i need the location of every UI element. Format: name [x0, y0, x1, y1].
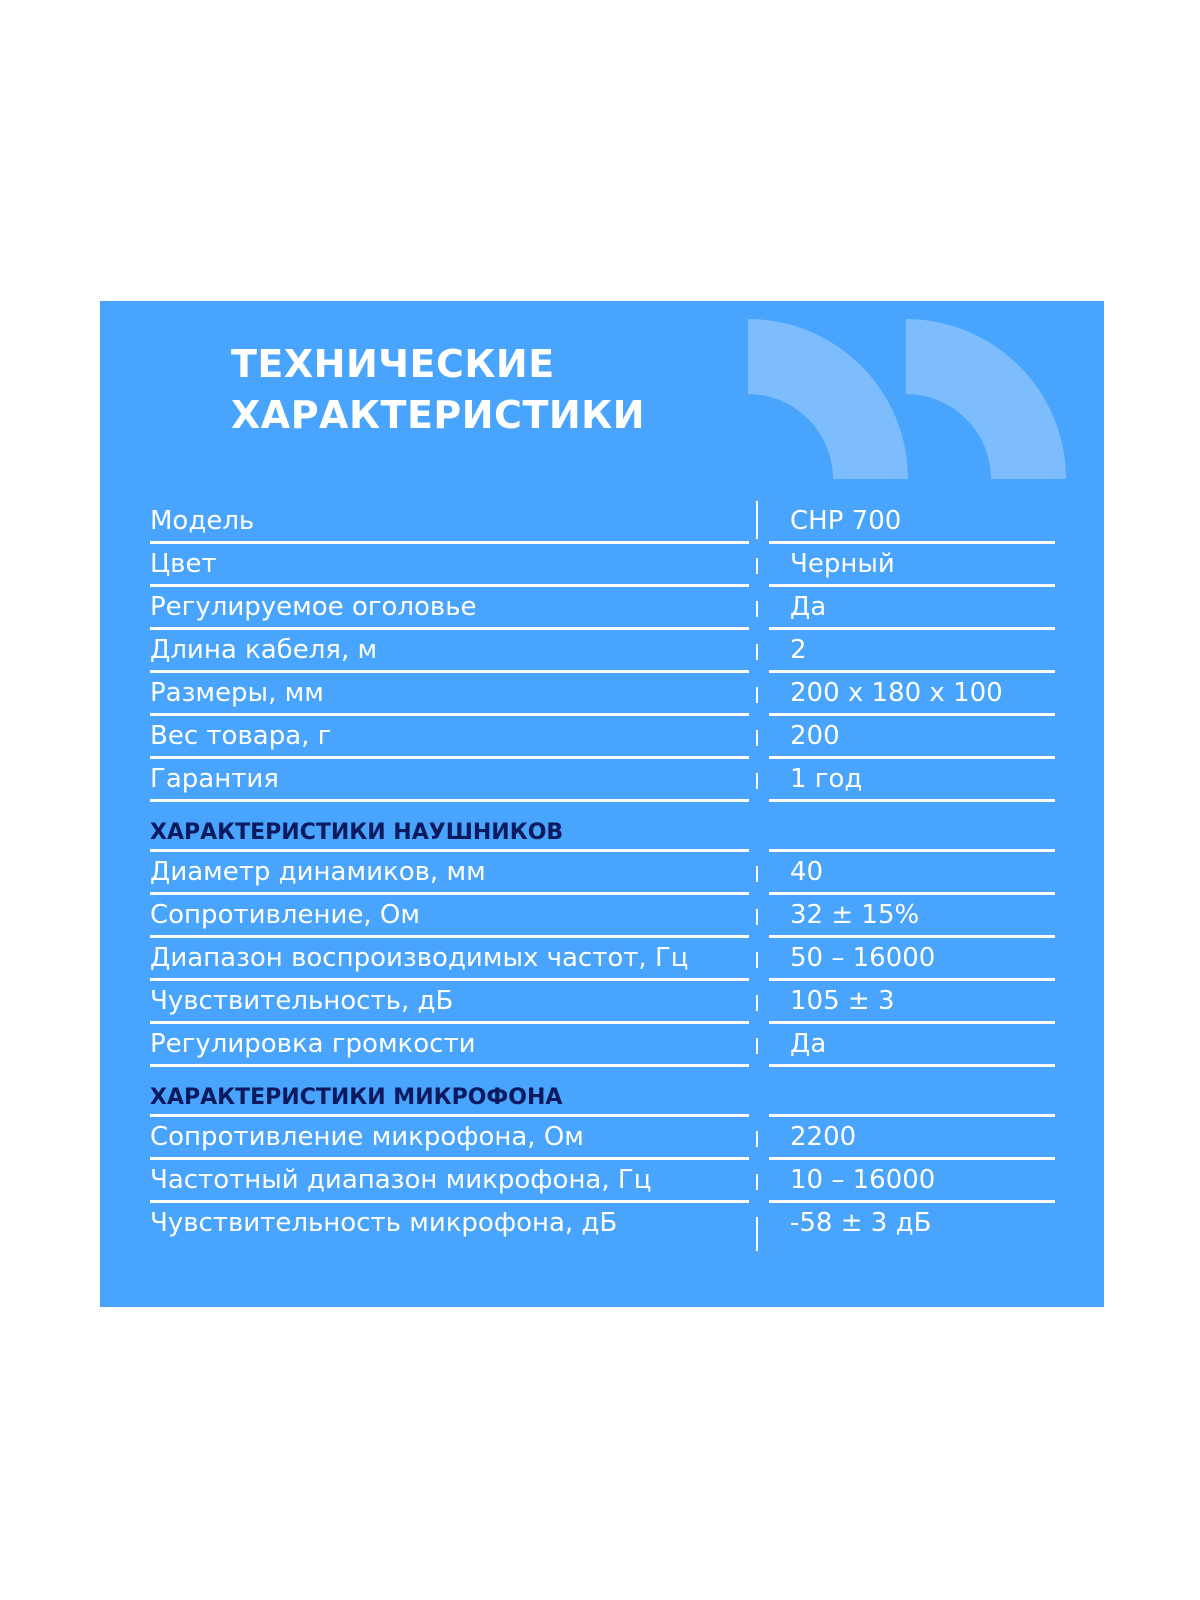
spec-row-cable-length: [150, 630, 1055, 673]
quote-arc-right: [906, 319, 1066, 479]
spec-label: Цвет: [150, 549, 217, 579]
quote-arc-left: [748, 319, 908, 479]
spec-row-dimensions: [150, 673, 1055, 716]
spec-row-mic-sensitivity: [150, 1203, 1055, 1246]
column-separator: [756, 558, 758, 574]
spec-row-mic-frequency-range: [150, 1160, 1055, 1203]
column-separator: [756, 1038, 758, 1054]
spec-card: [100, 301, 1104, 1307]
column-separator: [756, 909, 758, 925]
spec-label: Вес товара, г: [150, 721, 332, 751]
spec-value: Да: [790, 1029, 827, 1059]
spec-row-weight: [150, 716, 1055, 759]
column-separator: [756, 866, 758, 882]
section-headphones: [150, 802, 1055, 852]
spec-row-headband: [150, 587, 1055, 630]
column-separator: [756, 501, 758, 539]
spec-value: 10 – 16000: [790, 1165, 936, 1195]
spec-label: Гарантия: [150, 764, 279, 794]
column-separator: [756, 773, 758, 789]
spec-row-volume-control: [150, 1024, 1055, 1067]
spec-row-mic-impedance: [150, 1117, 1055, 1160]
spec-value: 200: [790, 721, 840, 751]
spec-value: 105 ± 3: [790, 986, 895, 1016]
page-title-line-1: ТЕХНИЧЕСКИЕ: [231, 342, 555, 386]
spec-value: 200 x 180 x 100: [790, 678, 1003, 708]
page-title: [231, 339, 645, 441]
column-separator: [756, 687, 758, 703]
section-microphone: [150, 1067, 1055, 1117]
spec-row-model: [150, 501, 1055, 544]
spec-label: Модель: [150, 506, 255, 536]
spec-label: Регулировка громкости: [150, 1029, 476, 1059]
spec-label: Регулируемое оголовье: [150, 592, 477, 622]
spec-label: Частотный диапазон микрофона, Гц: [150, 1165, 652, 1195]
spec-value: 32 ± 15%: [790, 900, 920, 930]
column-separator: [756, 1131, 758, 1147]
spec-row-frequency-range: [150, 938, 1055, 981]
column-separator: [756, 952, 758, 968]
spec-row-warranty: [150, 759, 1055, 802]
spec-value: 40: [790, 857, 824, 887]
spec-value: -58 ± 3 дБ: [790, 1208, 932, 1238]
spec-label: Сопротивление, Ом: [150, 900, 420, 930]
spec-value: Да: [790, 592, 827, 622]
column-separator: [756, 644, 758, 660]
section-heading: ХАРАКТЕРИСТИКИ МИКРОФОНА: [150, 1085, 563, 1110]
spec-value: CHP 700: [790, 506, 902, 536]
spec-label: Диапазон воспроизводимых частот, Гц: [150, 943, 689, 973]
column-separator: [756, 1217, 758, 1251]
column-separator: [756, 995, 758, 1011]
spec-row-sensitivity: [150, 981, 1055, 1024]
spec-label: Сопротивление микрофона, Ом: [150, 1122, 584, 1152]
spec-label: Чувствительность, дБ: [150, 986, 454, 1016]
spec-label: Длина кабеля, м: [150, 635, 378, 665]
spec-label: Чувствительность микрофона, дБ: [150, 1208, 618, 1238]
spec-value: 1 год: [790, 764, 863, 794]
spec-value: 2: [790, 635, 807, 665]
column-separator: [756, 1174, 758, 1190]
spec-row-color: [150, 544, 1055, 587]
column-separator: [756, 730, 758, 746]
section-heading: ХАРАКТЕРИСТИКИ НАУШНИКОВ: [150, 820, 564, 845]
spec-value: 2200: [790, 1122, 857, 1152]
spec-row-driver-diameter: [150, 852, 1055, 895]
spec-label: Размеры, мм: [150, 678, 324, 708]
spec-value: 50 – 16000: [790, 943, 936, 973]
spec-label: Диаметр динамиков, мм: [150, 857, 486, 887]
spec-value: Черный: [790, 549, 895, 579]
spec-row-impedance: [150, 895, 1055, 938]
column-separator: [756, 601, 758, 617]
page-title-line-2: ХАРАКТЕРИСТИКИ: [231, 393, 646, 437]
